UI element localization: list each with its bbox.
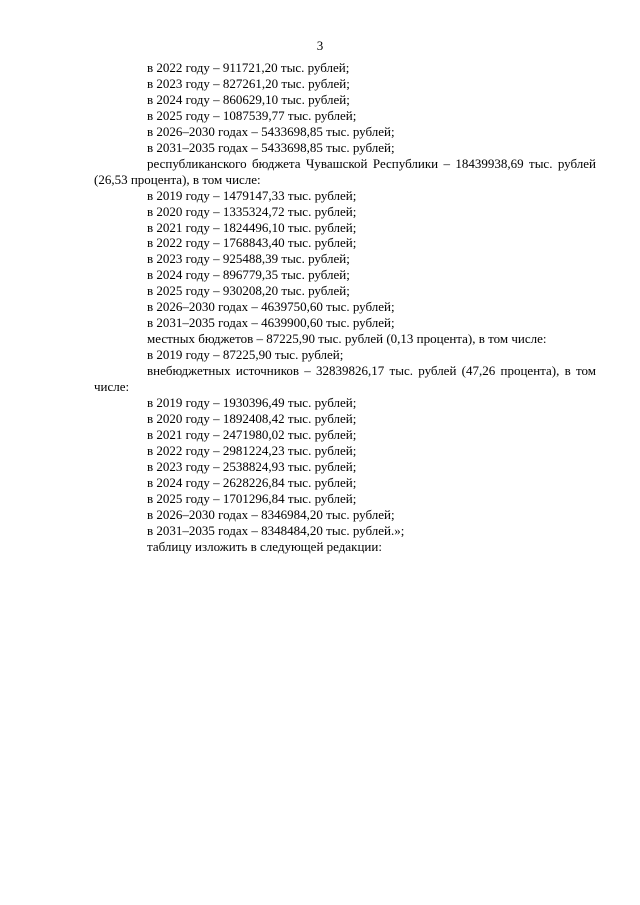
- closing-line: таблицу изложить в следующей редакции:: [147, 538, 382, 554]
- page-number: 3: [316, 38, 324, 53]
- text-line: в 2019 году – 1930396,49 тыс. рублей;: [147, 395, 357, 411]
- text-line: в 2021 году – 2471980,02 тыс. рублей;: [147, 426, 357, 442]
- extrabudgetary-paragraph: внебюджетных источников – 32839826,17 тыс. рублей (47,26 процента), в том числе:: [94, 363, 596, 395]
- text-line: в 2023 году – 2538824,93 тыс. рублей;: [147, 458, 357, 474]
- text-line: в 2025 году – 1701296,84 тыс. рублей;: [147, 490, 357, 506]
- republican-budget-paragraph: республиканского бюджета Чувашской Республики – 18439938,69 тыс. рублей (26,53 процента), в том числе:: [94, 155, 596, 187]
- text-line: в 2021 году – 1824496,10 тыс. рублей;: [147, 219, 357, 235]
- text-line: в 2031–2035 годах – 8348484,20 тыс. рублей.»;: [147, 522, 405, 538]
- text-line: в 2022 году – 911721,20 тыс. рублей;: [147, 60, 350, 75]
- text-line: в 2026–2030 годах – 4639750,60 тыс. рублей;: [147, 299, 395, 315]
- text-line: в 2022 году – 1768843,40 тыс. рублей;: [147, 235, 357, 251]
- text-line: в 2024 году – 2628226,84 тыс. рублей;: [147, 474, 357, 490]
- text-line: в 2023 году – 827261,20 тыс. рублей;: [147, 75, 350, 91]
- text-line: в 2031–2035 годах – 5433698,85 тыс. рублей;: [147, 139, 395, 155]
- local-budget-paragraph: местных бюджетов – 87225,90 тыс. рублей (0,13 процента), в том числе:: [147, 331, 547, 347]
- text-line: в 2026–2030 годах – 8346984,20 тыс. рублей;: [147, 506, 395, 522]
- text-line: в 2024 году – 860629,10 тыс. рублей;: [147, 91, 350, 107]
- text-line: в 2024 году – 896779,35 тыс. рублей;: [147, 267, 350, 283]
- text-line: в 2020 году – 1892408,42 тыс. рублей;: [147, 410, 357, 426]
- text-line: в 2019 году – 87225,90 тыс. рублей;: [147, 347, 344, 363]
- text-line: в 2019 году – 1479147,33 тыс. рублей;: [147, 187, 357, 203]
- text-line: в 2020 году – 1335324,72 тыс. рублей;: [147, 203, 357, 219]
- text-line: в 2023 году – 925488,39 тыс. рублей;: [147, 251, 350, 267]
- text-line: в 2031–2035 годах – 4639900,60 тыс. рублей;: [147, 315, 395, 331]
- text-line: в 2025 году – 1087539,77 тыс. рублей;: [147, 107, 357, 123]
- text-line: в 2025 году – 930208,20 тыс. рублей;: [147, 283, 350, 299]
- document-body: [94, 60, 596, 555]
- text-line: в 2022 году – 2981224,23 тыс. рублей;: [147, 442, 357, 458]
- text-line: в 2026–2030 годах – 5433698,85 тыс. рублей;: [147, 123, 395, 139]
